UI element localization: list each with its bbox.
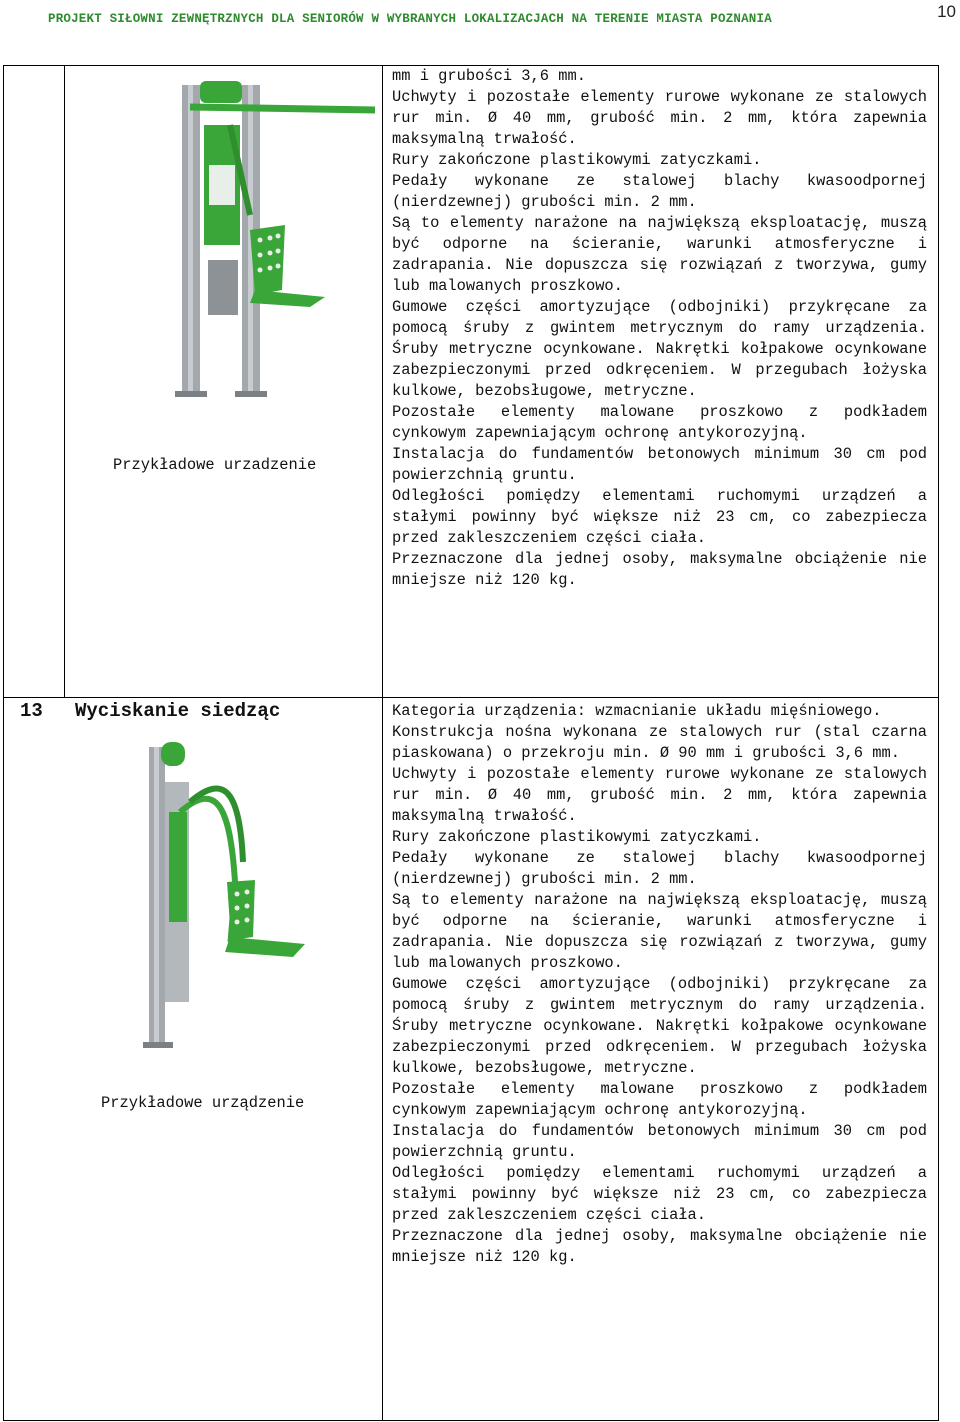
paragraph: Rury zakończone plastikowymi zatyczkami. [392,151,762,169]
equipment-image-seated-press [135,742,335,1052]
paragraph: Instalacja do fundamentów betonowych minimum 30 cm pod powierzchnią gruntu. [392,1122,927,1161]
paragraph: Pedały wykonane ze stalowej blachy kwasoodpornej (nierdzewnej) grubości min. 2 mm. [392,849,927,888]
paragraph: Przeznaczone dla jednej osoby, maksymalne obciążenie nie mniejsze niż 120 kg. [392,550,927,589]
document-header: PROJEKT SIŁOWNI ZEWNĘTRZNYCH DLA SENIORÓW W WYBRANYCH LOKALIZACJACH NA TERENIE MIASTA POZNANIA [48,12,772,26]
page-number: 10 [937,2,956,21]
equipment-title: Wyciskanie siedząc [75,700,281,722]
paragraph: Odległości pomiędzy elementami ruchomymi urządzeń a stałymi powinny być większe niż 23 cm, co zabezpiecza przed zakleszczeniem części ciała. [392,1164,927,1224]
paragraph: Konstrukcja nośna wykonana ze stalowych rur (stal czarna piaskowana) o przekroju min. Ø 90 mm i grubości 3,6 mm. [392,723,927,762]
paragraph: Uchwyty i pozostałe elementy rurowe wykonane ze stalowych rur min. Ø 40 mm, grubość min. 2 mm, która zapewnia maksymalną trwałość. [392,88,927,148]
paragraph: Uchwyty i pozostałe elementy rurowe wykonane ze stalowych rur min. Ø 40 mm, grubość min. 2 mm, która zapewnia maksymalną trwałość. [392,765,927,825]
paragraph: Rury zakończone plastikowymi zatyczkami. [392,828,762,846]
image-caption: Przykładowe urządzenie [101,1094,305,1112]
paragraph: Odległości pomiędzy elementami ruchomymi urządzeń a stałymi powinny być większe niż 23 cm, co zabezpiecza przed zakleszczeniem części ciała. [392,487,927,547]
paragraph: Instalacja do fundamentów betonowych minimum 30 cm pod powierzchnią gruntu. [392,445,927,484]
description-prev [392,66,927,591]
equipment-image-prev [160,75,380,405]
paragraph: Są to elementy narażone na największą eksploatację, muszą być odporne na ścieranie, warunki atmosferyczne i zadrapania. Nie dopuszcza się rozwiązań z tworzywa, gumy lub malowanych proszkowo. [392,214,927,295]
paragraph: mm i grubości 3,6 mm. [392,67,586,85]
row-divider [3,697,939,698]
image-caption-prev: Przykładowe urzadzenie [113,456,317,474]
paragraph: Pedały wykonane ze stalowej blachy kwasoodpornej (nierdzewnej) grubości min. 2 mm. [392,172,927,211]
paragraph: Są to elementy narażone na największą eksploatację, muszą być odporne na ścieranie, warunki atmosferyczne i zadrapania. Nie dopuszcza się rozwiązań z tworzywa, gumy lub malowanych proszkowo. [392,891,927,972]
paragraph: Pozostałe elementy malowane proszkowo z podkładem cynkowym zapewniającym ochronę antykorozyjną. [392,403,927,442]
paragraph: Przeznaczone dla jednej osoby, maksymalne obciążenie nie mniejsze niż 120 kg. [392,1227,927,1266]
column-divider-1 [64,65,65,698]
paragraph: Gumowe części amortyzujące (odbojniki) przykręcane za pomocą śruby z gwintem metrycznym do ramy urządzenia. Śruby metryczne ocynkowane. Nakrętki kołpakowe ocynkowane zabezpieczonymi przed odkręceniem. W przegubach łożyska kulkowe, bezobsługowe, metryczne. [392,975,927,1077]
paragraph: Kategoria urządzenia: wzmacnianie układu mięśniowego. [392,702,882,720]
paragraph: Gumowe części amortyzujące (odbojniki) przykręcane za pomocą śruby z gwintem metrycznym do ramy urządzenia. Śruby metryczne ocynkowane. Nakrętki kołpakowe ocynkowane zabezpieczonymi przed odkręceniem. W przegubach łożyska kulkowe, bezobsługowe, metryczne. [392,298,927,400]
column-divider-2 [382,65,383,1421]
row-number: 13 [20,700,43,722]
paragraph: Pozostałe elementy malowane proszkowo z podkładem cynkowym zapewniającym ochronę antykorozyjną. [392,1080,927,1119]
description-seated-press [392,701,927,1268]
